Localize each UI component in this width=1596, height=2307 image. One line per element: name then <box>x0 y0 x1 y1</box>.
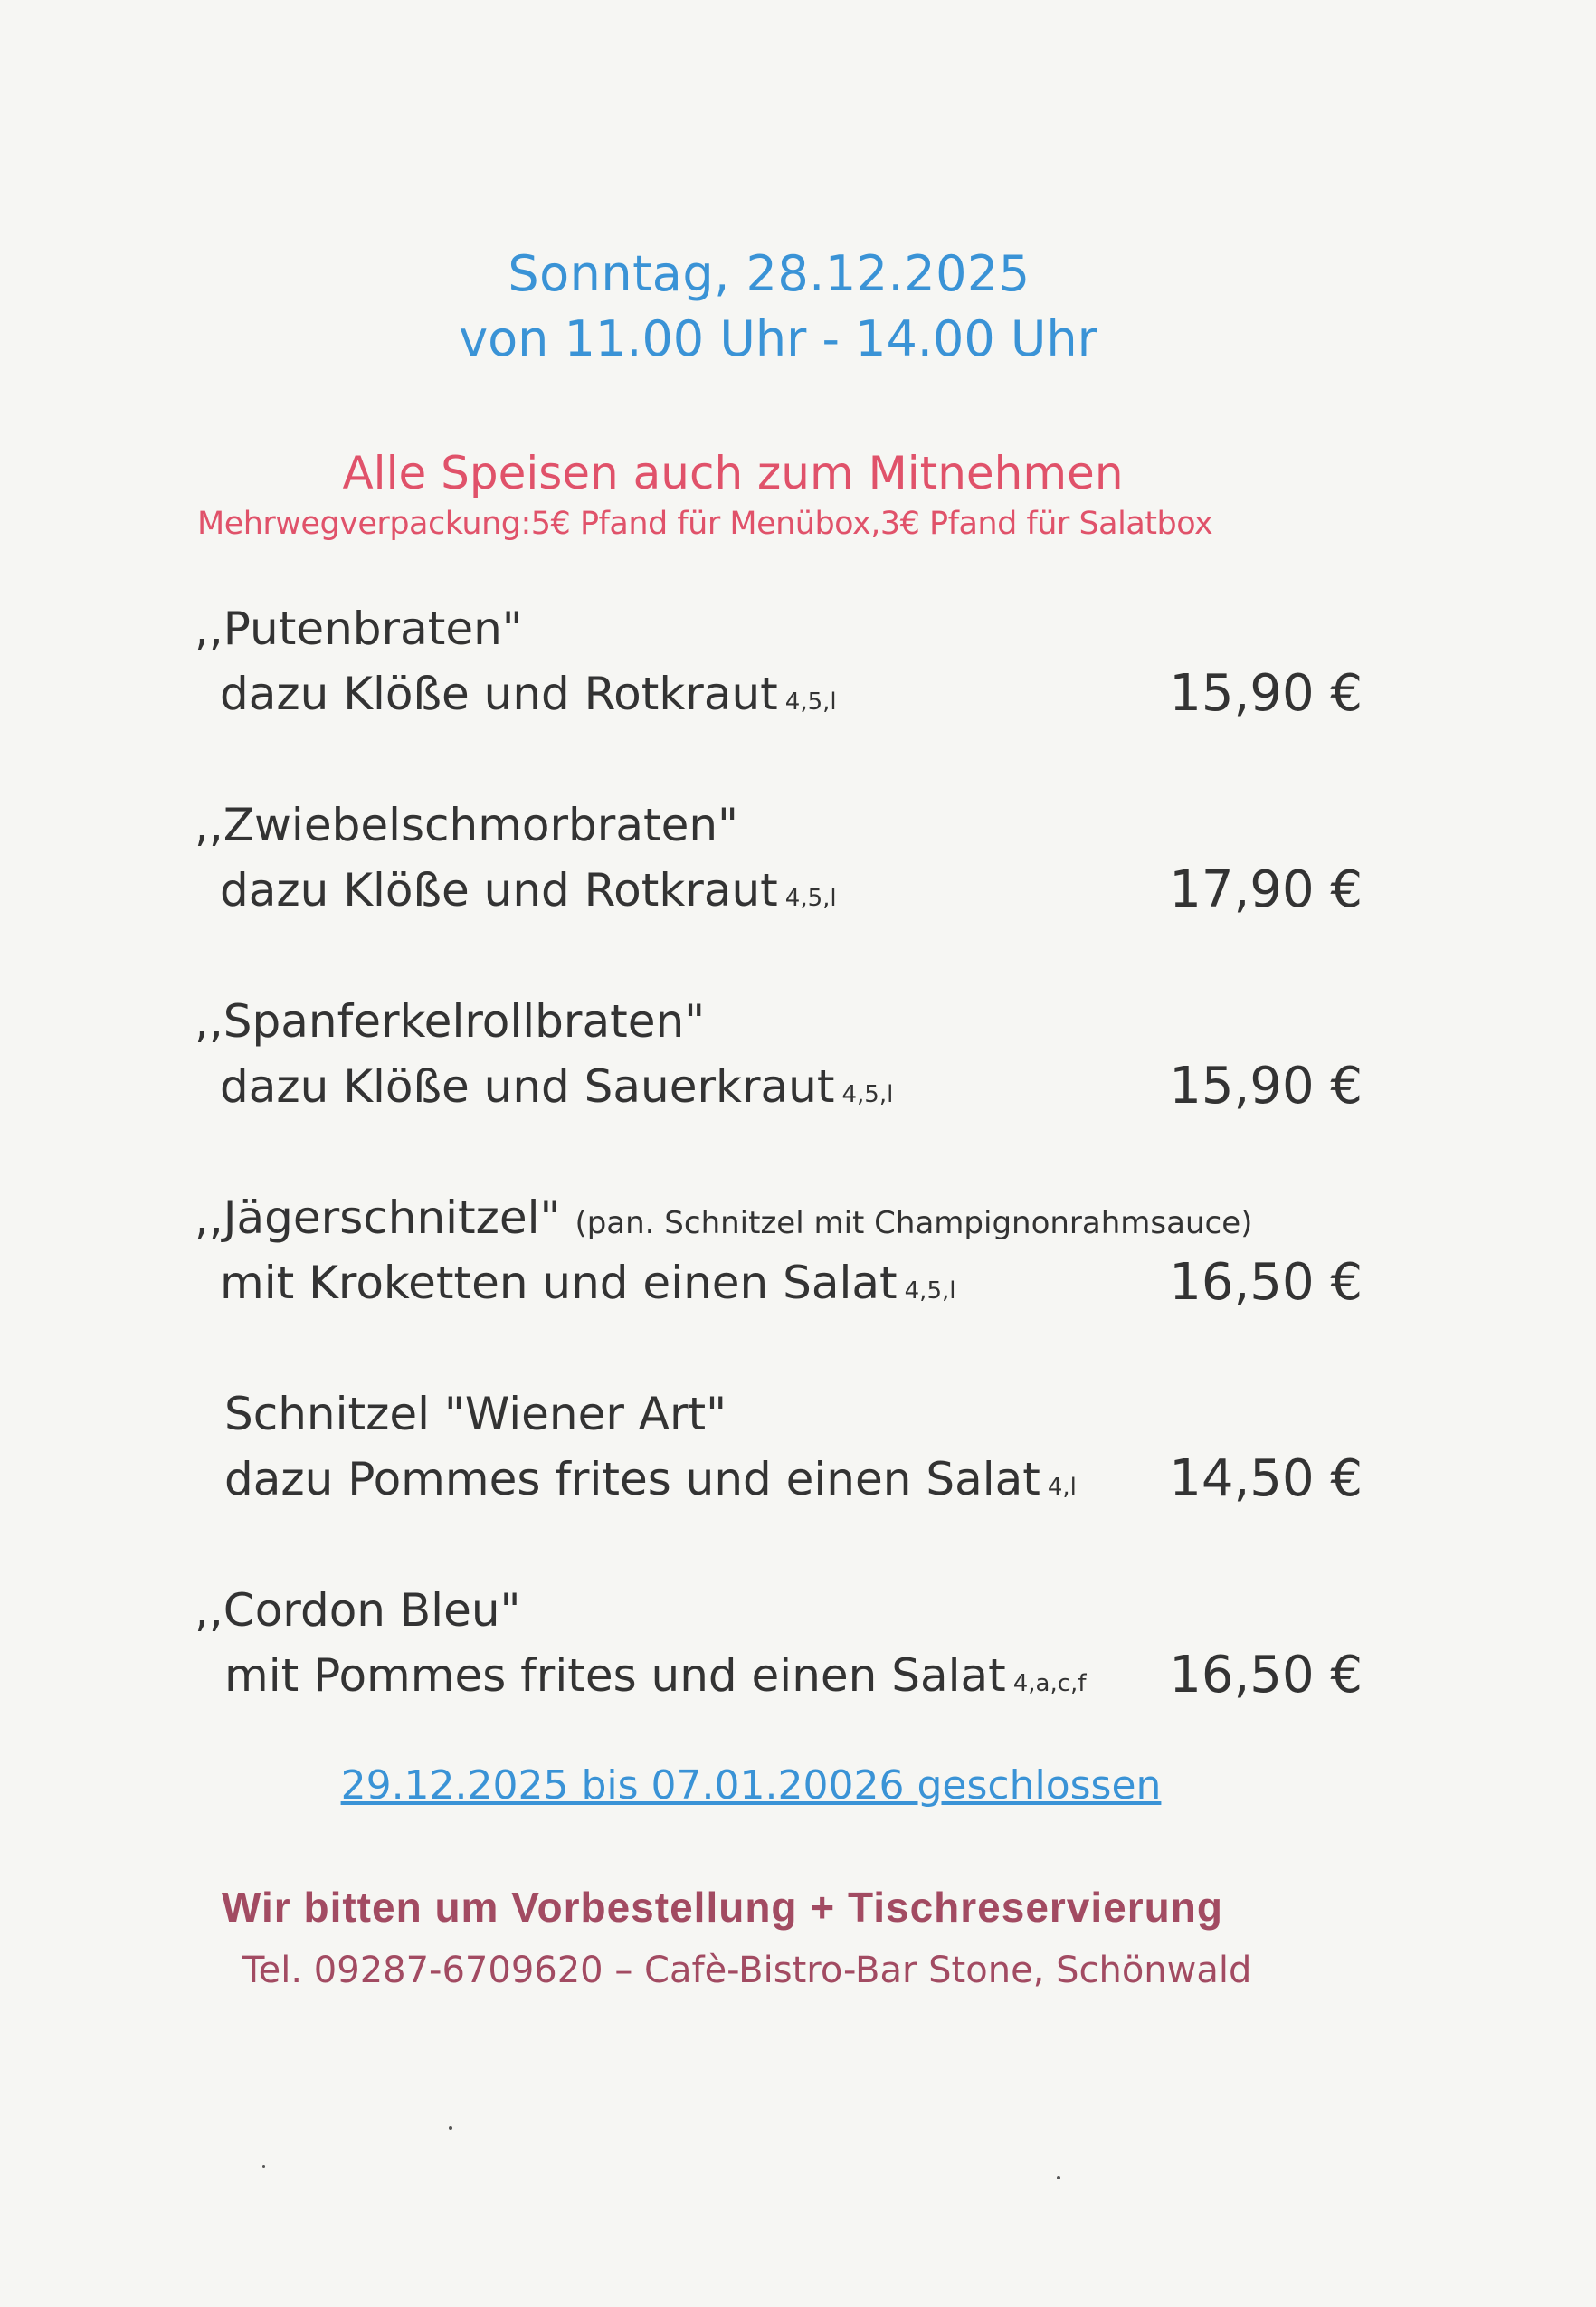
dish-allergens: 4,5,l <box>841 1081 894 1108</box>
dish-item <box>0 793 1596 947</box>
dish-sides: dazu Klöße und Rotkraut <box>220 864 778 916</box>
dish-sides: dazu Klöße und Rotkraut <box>220 668 778 720</box>
dish-price: 17,90 € <box>1169 860 1363 919</box>
paper-speck <box>1057 2176 1060 2179</box>
event-date: Sonntag, 28.12.2025 <box>508 245 1031 302</box>
dish-price: 15,90 € <box>1169 664 1363 723</box>
takeaway-notice: Alle Speisen auch zum Mitnehmen <box>342 447 1124 499</box>
paper-speck <box>262 2165 265 2168</box>
contact-info: Tel. 09287-6709620 – Cafè-Bistro-Bar Stone, Schönwald <box>242 1950 1252 1991</box>
dish-note: (pan. Schnitzel mit Champignonrahmsauce) <box>575 1205 1253 1241</box>
dish-item <box>0 1186 1596 1340</box>
opening-hours: von 11.00 Uhr - 14.00 Uhr <box>459 310 1097 367</box>
dish-sides: mit Pommes frites und einen Salat <box>224 1649 1006 1702</box>
dish-allergens: 4,a,c,f <box>1012 1670 1087 1697</box>
dish-item <box>0 1382 1596 1536</box>
dish-allergens: 4,5,l <box>784 688 837 716</box>
dish-price: 15,90 € <box>1169 1057 1363 1116</box>
dish-name: ,,Putenbraten" <box>195 603 523 655</box>
dish-item <box>0 1579 1596 1733</box>
reservation-notice: Wir bitten um Vorbestellung + Tischreservierung <box>222 1884 1223 1931</box>
dish-sides: dazu Pommes frites und einen Salat <box>224 1453 1040 1505</box>
dish-price: 16,50 € <box>1169 1646 1363 1704</box>
dish-name: ,,Zwiebelschmorbraten" <box>195 799 739 851</box>
dish-name: Schnitzel "Wiener Art" <box>224 1388 727 1440</box>
closed-notice: 29.12.2025 bis 07.01.20026 geschlossen <box>340 1762 1162 1809</box>
dish-sides: dazu Klöße und Sauerkraut <box>220 1060 835 1113</box>
dish-allergens: 4,l <box>1047 1474 1077 1501</box>
packaging-deposit-notice: Mehrwegverpackung:5€ Pfand für Menübox,3€ Pfand für Salatbox <box>197 506 1213 542</box>
dish-allergens: 4,5,l <box>784 885 837 912</box>
dish-name: ,,Jägerschnitzel" <box>195 1191 561 1244</box>
dish-allergens: 4,5,l <box>904 1277 956 1305</box>
dish-sides: mit Kroketten und einen Salat <box>220 1257 898 1309</box>
dish-name: ,,Cordon Bleu" <box>195 1584 521 1637</box>
dish-item <box>0 990 1596 1144</box>
paper-speck <box>449 2126 452 2130</box>
dish-item <box>0 597 1596 751</box>
dish-name: ,,Spanferkelrollbraten" <box>195 995 706 1048</box>
dish-price: 14,50 € <box>1169 1449 1363 1508</box>
dish-price: 16,50 € <box>1169 1253 1363 1312</box>
